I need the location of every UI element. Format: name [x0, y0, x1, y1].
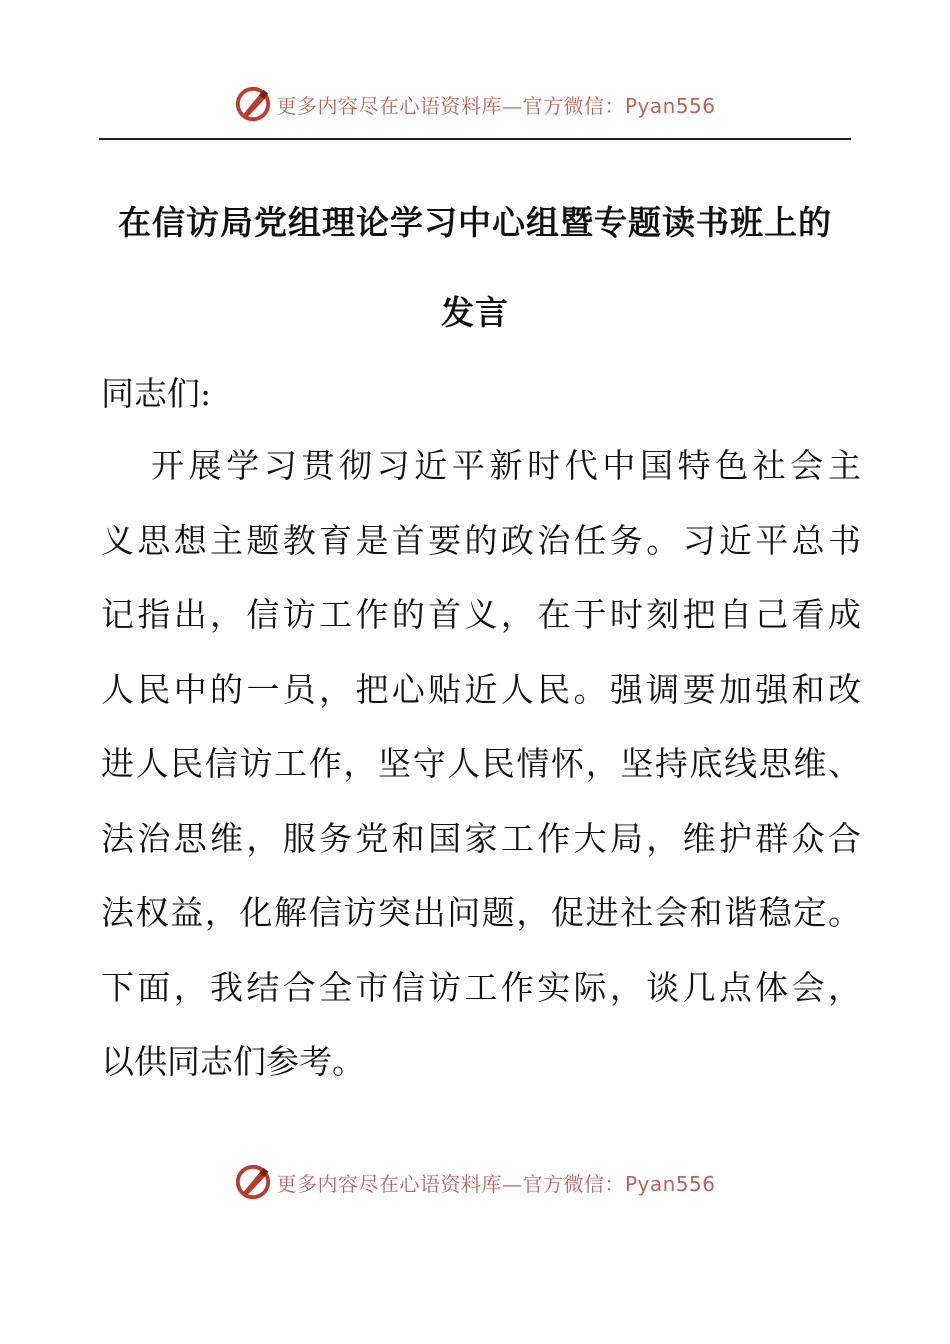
- footer-text: [276, 1168, 715, 1197]
- greeting: 同志们:: [101, 374, 212, 413]
- paragraph-line: 义思想主题教育是首要的政治任务。习近平总书: [101, 520, 861, 560]
- paragraph-line: 以供同志们参考。: [101, 1042, 365, 1081]
- document-title: [99, 178, 851, 358]
- pen-nib-logo-icon: [234, 85, 272, 123]
- paragraph-line: 法权益，化解信访突出问题，促进社会和谐稳定。: [101, 893, 861, 932]
- pen-nib-logo-icon: [234, 1163, 272, 1201]
- body-paragraph: [101, 436, 861, 1107]
- title-line: 在信访局党组理论学习中心组暨专题读书班上的: [118, 203, 832, 242]
- paragraph-line: 法治思维，服务党和国家工作大局，维护群众合: [101, 818, 861, 858]
- header-text: [276, 90, 715, 119]
- paragraph-line: 进人民信访工作，坚守人民情怀，坚持底线思维、: [101, 744, 861, 783]
- paragraph-line: 人民中的一员，把心贴近人民。强调要加强和改: [101, 669, 861, 709]
- header-slogan: 更多内容尽在心语资料库—官方微信：: [276, 93, 625, 118]
- header-wechat-id: Pyan556: [624, 93, 716, 118]
- page-header: [0, 82, 950, 126]
- paragraph-line: 开展学习贯彻习近平新时代中国特色社会主: [151, 446, 861, 485]
- footer-wechat-id: Pyan556: [624, 1171, 716, 1196]
- title-line: 发言: [441, 293, 509, 332]
- footer-slogan: 更多内容尽在心语资料库—官方微信：: [276, 1171, 625, 1196]
- paragraph-line: 记指出，信访工作的首义，在于时刻把自己看成: [101, 595, 861, 634]
- page-footer: [0, 1160, 950, 1204]
- paragraph-line: 下面，我结合全市信访工作实际，谈几点体会，: [101, 967, 861, 1007]
- header-divider: [99, 138, 851, 140]
